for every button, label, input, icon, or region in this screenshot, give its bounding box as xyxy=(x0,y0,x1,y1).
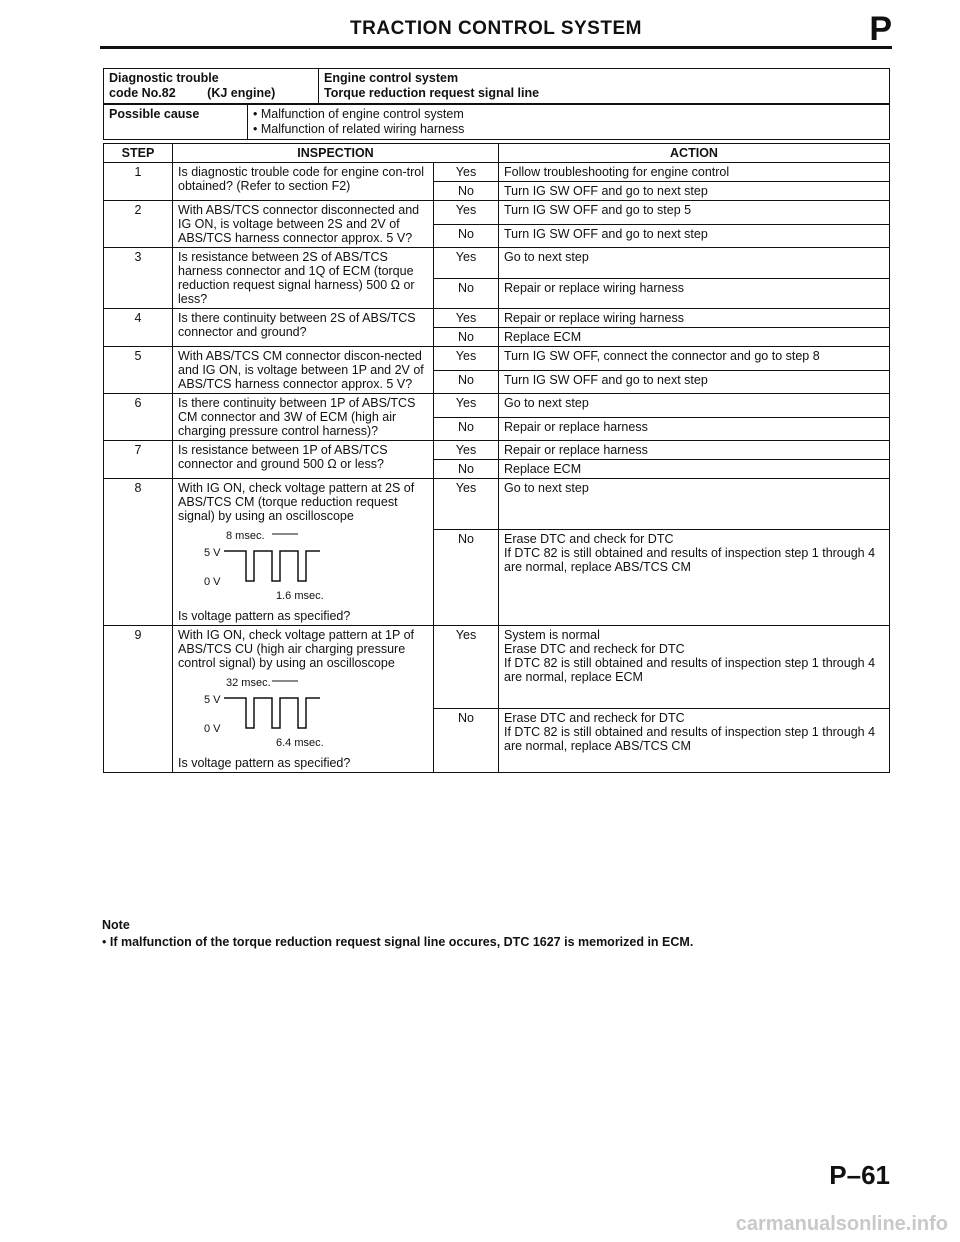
no-label: No xyxy=(434,709,499,773)
wave-trace xyxy=(224,698,320,728)
yes-label: Yes xyxy=(434,163,499,182)
yes-label: Yes xyxy=(434,626,499,709)
step-inspection: Is resistance between 1P of ABS/TCS connector and ground 500 Ω or less? xyxy=(173,441,434,479)
yes-action-detail: Erase DTC and recheck for DTC xyxy=(504,642,685,656)
wave-question: Is voltage pattern as specified? xyxy=(178,756,351,770)
table-row xyxy=(104,201,890,225)
note-block xyxy=(102,917,892,951)
step-number: 5 xyxy=(104,347,173,394)
table-row xyxy=(104,309,890,328)
step-number: 8 xyxy=(104,479,173,626)
no-label: No xyxy=(434,370,499,394)
bullet-icon: • xyxy=(102,935,110,949)
yes-action: Repair or replace harness xyxy=(499,441,890,460)
col-action: ACTION xyxy=(499,144,890,163)
yes-action-detail: If DTC 82 is still obtained and results of inspection step 1 through 4 are normal, replace ECM xyxy=(504,656,876,684)
step-inspection-cell xyxy=(173,479,434,626)
no-action: Repair or replace harness xyxy=(499,417,890,441)
no-action-detail: If DTC 82 is still obtained and results of inspection step 1 through 4 are normal, replace ABS/TCS CM xyxy=(504,725,876,754)
step-number: 9 xyxy=(104,626,173,773)
yes-action: Follow troubleshooting for engine control xyxy=(499,163,890,182)
step-number: 2 xyxy=(104,201,173,248)
wave-question: Is voltage pattern as specified? xyxy=(178,609,351,623)
dtc-header-table xyxy=(103,68,890,104)
note-item xyxy=(102,934,892,951)
troubleshooting-table xyxy=(103,143,890,773)
yes-action: System is normal xyxy=(504,628,600,642)
oscilloscope-waveform-32msec xyxy=(198,676,398,752)
page-title: TRACTION CONTROL SYSTEM xyxy=(350,18,642,39)
no-label: No xyxy=(434,182,499,201)
step-inspection: Is resistance between 2S of ABS/TCS harness connector and 1Q of ECM (torque reduction request signal harness) 500 Ω or less? xyxy=(173,248,434,309)
step-inspection: With IG ON, check voltage pattern at 1P of ABS/TCS CU (high air charging pressure control signal) by using an oscilloscope xyxy=(178,628,414,670)
dtc-label-line1: Diagnostic trouble xyxy=(109,71,219,85)
yes-action: Go to next step xyxy=(499,394,890,418)
step-inspection-cell xyxy=(173,626,434,773)
wave-pulse-label: 6.4 msec. xyxy=(276,737,324,749)
table-row xyxy=(104,626,890,709)
yes-label: Yes xyxy=(434,201,499,225)
table-row xyxy=(104,394,890,418)
step-number: 7 xyxy=(104,441,173,479)
step-number: 3 xyxy=(104,248,173,309)
no-action: Replace ECM xyxy=(499,328,890,347)
dtc-system-cell xyxy=(319,69,890,104)
cause-item: • Malfunction of related wiring harness xyxy=(253,122,884,137)
possible-cause-label: Possible cause xyxy=(104,105,248,140)
col-step: STEP xyxy=(104,144,173,163)
no-action: Erase DTC and recheck for DTC xyxy=(504,711,685,726)
yes-label: Yes xyxy=(434,441,499,460)
possible-cause-list xyxy=(253,107,884,137)
dtc-system: Engine control system xyxy=(324,71,459,85)
no-label: No xyxy=(434,460,499,479)
table-row xyxy=(104,479,890,530)
possible-cause-table xyxy=(103,104,890,140)
wave-high-label: 5 V xyxy=(204,694,221,706)
section-letter: P xyxy=(869,10,892,48)
yes-label: Yes xyxy=(434,309,499,328)
dtc-label-cell xyxy=(104,69,319,104)
step-inspection: With ABS/TCS connector disconnected and IG ON, is voltage between 2S and 2V of ABS/TCS harness connector approx. 5 V? xyxy=(173,201,434,248)
table-header-row xyxy=(104,144,890,163)
yes-action: Go to next step xyxy=(499,479,890,530)
no-action: Turn IG SW OFF and go to next step xyxy=(499,182,890,201)
step-number: 6 xyxy=(104,394,173,441)
oscilloscope-waveform-8msec xyxy=(198,529,398,605)
no-action: Turn IG SW OFF and go to next step xyxy=(499,370,890,394)
step-inspection: Is there continuity between 1P of ABS/TCS CM connector and 3W of ECM (high air charging pressure control harness)? xyxy=(173,394,434,441)
watermark: carmanualsonline.info xyxy=(735,1213,948,1235)
wave-low-label: 0 V xyxy=(204,723,221,735)
yes-action-cell xyxy=(499,626,890,709)
no-label: No xyxy=(434,224,499,248)
dtc-label-line2: code No.82 xyxy=(109,86,176,100)
page-number: P–61 xyxy=(829,1160,890,1190)
yes-action: Turn IG SW OFF and go to step 5 xyxy=(499,201,890,225)
yes-label: Yes xyxy=(434,479,499,530)
note-text: If malfunction of the torque reduction request signal line occures, DTC 1627 is memorized in ECM. xyxy=(109,935,694,949)
header-rule xyxy=(100,46,892,49)
table-row xyxy=(104,163,890,182)
cause-item: • Malfunction of engine control system xyxy=(253,107,884,122)
no-action: Turn IG SW OFF and go to next step xyxy=(499,224,890,248)
dtc-engine: (KJ engine) xyxy=(207,86,276,100)
no-action-detail: If DTC 82 is still obtained and results of inspection step 1 through 4 are normal, replace ABS/TCS CM xyxy=(504,546,876,574)
no-action: Replace ECM xyxy=(499,460,890,479)
yes-action: Repair or replace wiring harness xyxy=(499,309,890,328)
wave-low-label: 0 V xyxy=(204,576,221,588)
step-inspection: With IG ON, check voltage pattern at 2S of ABS/TCS CM (torque reduction request signal) by using an oscilloscope xyxy=(178,481,415,523)
yes-action: Go to next step xyxy=(499,248,890,279)
yes-label: Yes xyxy=(434,347,499,371)
step-number: 4 xyxy=(104,309,173,347)
table-row xyxy=(104,347,890,371)
wave-period-label: 8 msec. xyxy=(226,530,265,542)
no-label: No xyxy=(434,530,499,626)
no-label: No xyxy=(434,328,499,347)
no-action: Erase DTC and check for DTC xyxy=(504,532,674,546)
page-header xyxy=(100,10,892,50)
possible-cause-list-cell xyxy=(248,105,890,140)
wave-trace xyxy=(224,551,320,581)
step-inspection: Is there continuity between 2S of ABS/TCS connector and ground? xyxy=(173,309,434,347)
yes-action: Turn IG SW OFF, connect the connector and go to step 8 xyxy=(499,347,890,371)
step-number: 1 xyxy=(104,163,173,201)
wave-pulse-label: 1.6 msec. xyxy=(276,590,324,602)
no-action-cell xyxy=(499,530,890,626)
no-label: No xyxy=(434,278,499,309)
step-inspection: Is diagnostic trouble code for engine con-trol obtained? (Refer to section F2) xyxy=(173,163,434,201)
yes-label: Yes xyxy=(434,394,499,418)
no-action: Repair or replace wiring harness xyxy=(499,278,890,309)
no-action-cell xyxy=(499,709,890,773)
step-inspection: With ABS/TCS CM connector discon-nected and IG ON, is voltage between 1P and 2V of ABS/TCS harness connector approx. 5 V? xyxy=(173,347,434,394)
wave-period-label: 32 msec. xyxy=(226,677,271,689)
col-inspection: INSPECTION xyxy=(173,144,499,163)
table-row xyxy=(104,441,890,460)
table-row xyxy=(104,248,890,279)
no-label: No xyxy=(434,417,499,441)
note-label: Note xyxy=(102,918,130,932)
dtc-signal: Torque reduction request signal line xyxy=(324,86,540,100)
yes-label: Yes xyxy=(434,248,499,279)
wave-high-label: 5 V xyxy=(204,547,221,559)
